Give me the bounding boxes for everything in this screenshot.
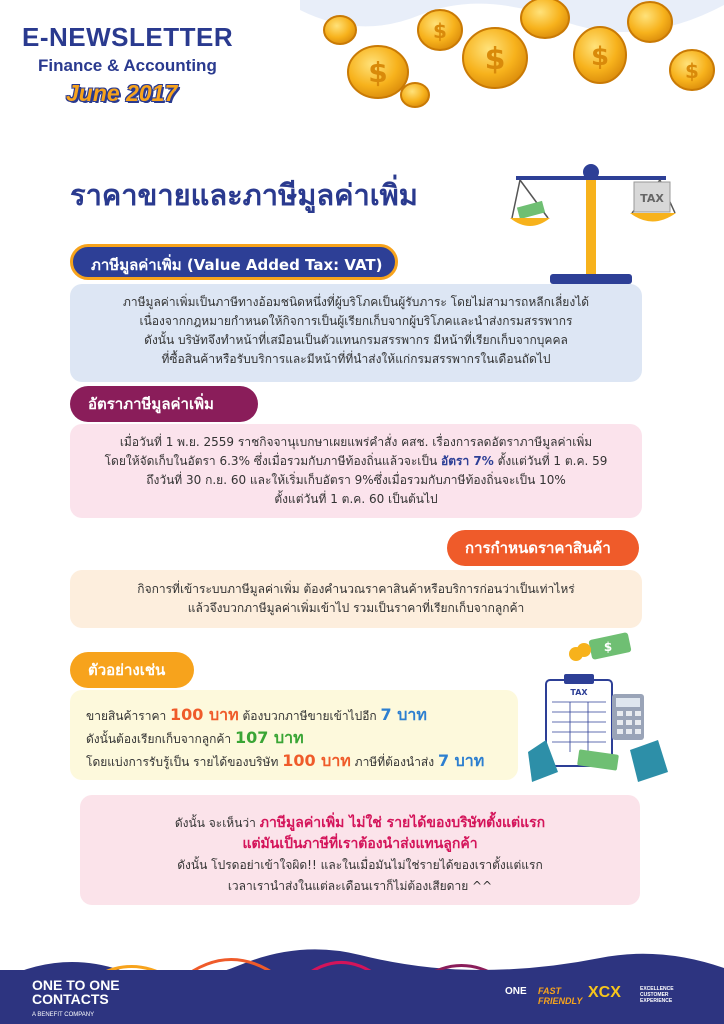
excellence-customer-experience-logo (640, 986, 674, 1004)
xcx-logo: XCX (588, 984, 621, 1001)
rate-line-2 (80, 452, 632, 471)
example-text: ภาษีที่ต้องนำส่ง (350, 755, 438, 769)
price-100-baht: 100 บาท (170, 705, 239, 724)
newsletter-date: June 2017 (66, 80, 178, 106)
tax-form-calculator-illustration (518, 632, 668, 782)
conclusion-line-2: แต่มันเป็นภาษีที่เราต้องนำส่งแทนลูกค้า (242, 836, 478, 852)
rate-line-2-text: โดยให้จัดเก็บในอัตรา 6.3% ซึ่งเมื่อรวมกับภาษีท้องถิ่นแล้วจะเป็น (104, 454, 442, 468)
total-107-baht: 107 บาท (234, 728, 304, 747)
svg-text:$: $ (433, 19, 447, 43)
vat-line-3: ดังนั้น บริษัทจึงทำหน้าที่เสมือนเป็นตัวแทนกรมสรรพากร มีหน้าที่เรียกเก็บจากบุคคล (144, 333, 568, 347)
logo-text: FAST (538, 986, 562, 996)
conclusion-line-1 (90, 813, 630, 834)
svg-text:$: $ (484, 42, 506, 77)
rate-section-heading: อัตราภาษีมูลค่าเพิ่ม (70, 386, 258, 422)
example-text: ต้องบวกภาษีขายเข้าไปอีก (238, 709, 381, 723)
conclusion-panel (80, 795, 640, 905)
gold-coins-illustration (300, 0, 724, 120)
example-line-2 (86, 727, 502, 750)
fast-friendly-logo (538, 986, 582, 1006)
vat-line-2: เนื่องจากกฎหมายกำหนดให้กิจการเป็นผู้เรียกเก็บจากผู้บริโภคและนำส่งกรมสรรพากร (139, 314, 573, 328)
one-to-one-contacts-logo (32, 978, 120, 1022)
vat-not-revenue-highlight: ภาษีมูลค่าเพิ่ม ไม่ใช่ รายได้ของบริษัทตั้งแต่แรก (259, 815, 546, 831)
rate-line-3: ถึงวันที่ 30 ก.ย. 60 และให้เริ่มเก็บอัตรา 9%ซึ่งเมื่อรวมกับภาษีท้องถิ่นจะเป็น 10% (146, 473, 566, 487)
svg-text:TAX: TAX (570, 688, 588, 697)
vat-section-heading: ภาษีมูลค่าเพิ่ม (Value Added Tax: VAT) (70, 244, 398, 280)
example-panel (70, 690, 518, 780)
newsletter-title: E-NEWSLETTER (22, 22, 234, 52)
revenue-100-baht: 100 บาท (282, 751, 351, 770)
example-text: ดังนั้นต้องเรียกเก็บจากลูกค้า (86, 732, 235, 746)
logo-text: ONE TO ONE (32, 977, 120, 993)
remit-7-baht: 7 บาท (437, 751, 485, 770)
header (0, 0, 724, 130)
tax-scale-illustration (510, 158, 680, 288)
tax-box-label: TAX (640, 192, 664, 205)
logo-text: CONTACTS (32, 991, 109, 1007)
page-title: ราคาขายและภาษีมูลค่าเพิ่ม (70, 178, 418, 212)
vat-line-4: ที่ซื้อสินค้าหรือรับบริการและมีหน้าที่ที่นำส่งให้แก่กรมสรรพากรในเดือนถัดไป (161, 352, 551, 366)
svg-text:$: $ (368, 56, 388, 89)
conclusion-text: ดังนั้น จะเห็นว่า (174, 816, 260, 830)
logo-text: CUSTOMER (640, 992, 669, 998)
pricing-line-2: แล้วจึงบวกภาษีมูลค่าเพิ่มเข้าไป รวมเป็นราคาที่เรียกเก็บจากลูกค้า (187, 601, 525, 615)
tax-7-baht: 7 บาท (380, 705, 427, 724)
example-line-1 (86, 704, 502, 727)
example-section-heading: ตัวอย่างเช่น (70, 652, 194, 688)
newsletter-subtitle: Finance & Accounting (38, 56, 217, 75)
conclusion-line-4: เวลาเรานำส่งในแต่ละเดือนเราก็ไม่ต้องเสียดาย ^^ (227, 879, 493, 893)
logo-text: EXPERIENCE (640, 998, 673, 1004)
vat-description-panel (70, 284, 642, 382)
footer (0, 940, 724, 1024)
logo-text: EXCELLENCE (640, 986, 674, 992)
pricing-line-1: กิจการที่เข้าระบบภาษีมูลค่าเพิ่ม ต้องคำนวณราคาสินค้าหรือบริการก่อนว่าเป็นเท่าไหร่ (137, 582, 575, 596)
logo-text: FRIENDLY (538, 996, 583, 1006)
logo-tagline: A BENEFIT COMPANY (32, 1012, 95, 1018)
example-text: ขายสินค้าราคา (86, 709, 171, 723)
rate-line-1: เมื่อวันที่ 1 พ.ย. 2559 ราชกิจจานุเบกษาเผยแพร่คำสั่ง คสช. เรื่องการลดอัตราภาษีมูลค่าเพิ่ม (119, 435, 593, 449)
pricing-description-panel (70, 570, 642, 628)
vat-line-1: ภาษีมูลค่าเพิ่มเป็นภาษีทางอ้อมชนิดหนึ่งที่ผู้บริโภคเป็นผู้รับภาระ โดยไม่สามารถหลีกเลี่ยงได้ (122, 295, 590, 309)
rate-7-percent-highlight: อัตรา 7% (441, 454, 494, 468)
rate-description-panel (70, 424, 642, 518)
svg-text:$: $ (590, 42, 610, 72)
one-logo: ONE (505, 986, 527, 997)
svg-text:$: $ (685, 59, 699, 83)
rate-line-4: ตั้งแต่วันที่ 1 ต.ค. 60 เป็นต้นไป (274, 492, 438, 506)
conclusion-line-3: ดังนั้น โปรดอย่าเข้าใจผิด!! และในเมื่อมันไม่ใช่รายได้ของเราตั้งแต่แรก (177, 858, 543, 872)
rate-line-2-date: ตั้งแต่วันที่ 1 ต.ค. 59 (493, 454, 608, 468)
pricing-section-heading: การกำหนดราคาสินค้า (447, 530, 639, 566)
example-text: โดยแบ่งการรับรู้เป็น รายได้ของบริษัท (86, 755, 283, 769)
example-line-3 (86, 750, 502, 773)
svg-text:$: $ (603, 640, 613, 654)
